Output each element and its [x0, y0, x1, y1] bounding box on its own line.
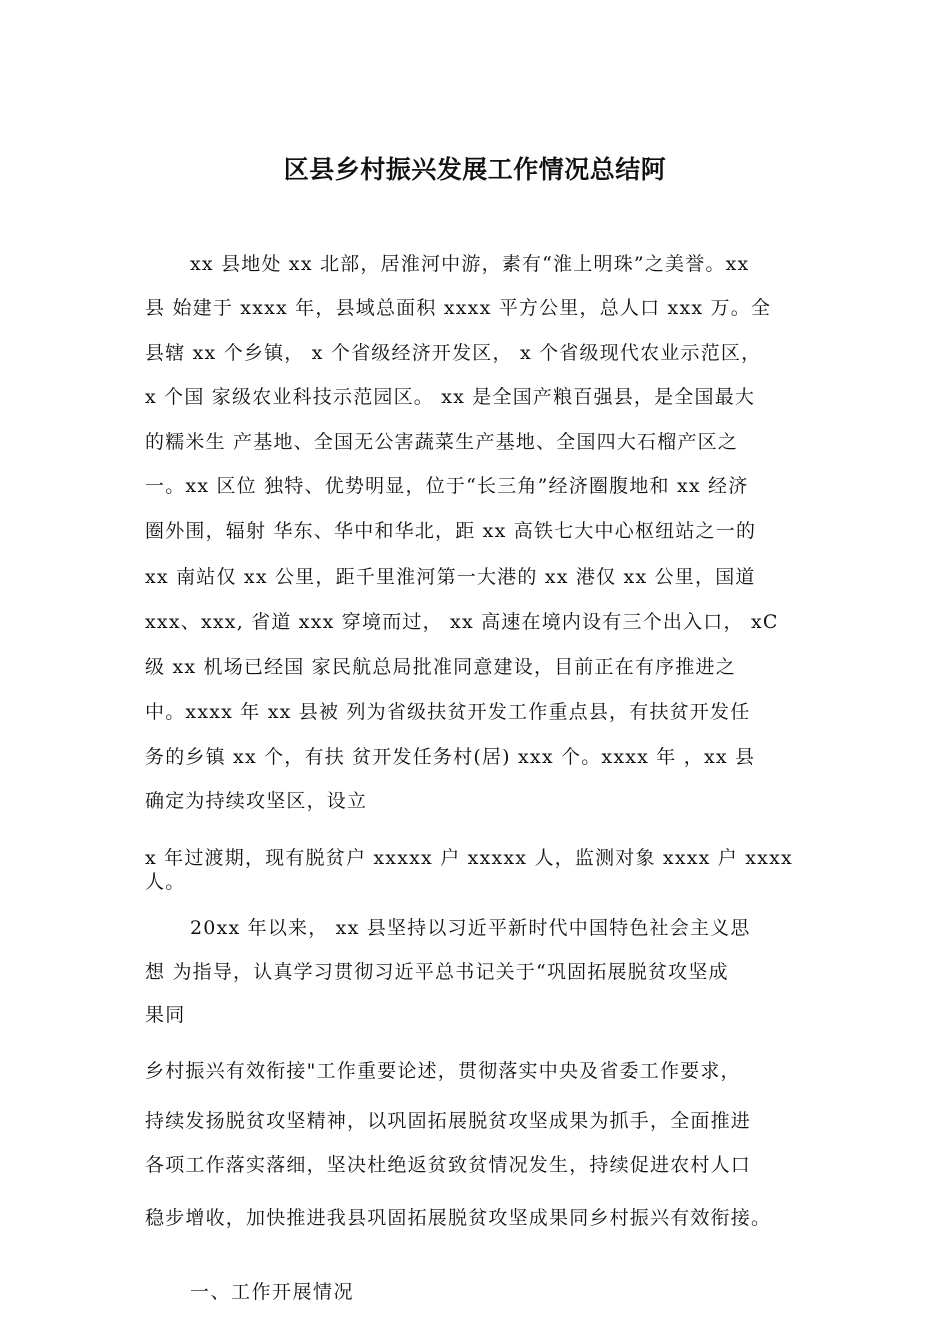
paragraph-line: 果同	[145, 1004, 186, 1026]
paragraph-line: 中。xxxx 年 xx 县被 列为省级扶贫开发工作重点县，有扶贫开发任	[145, 701, 751, 723]
paragraph-line: xxx、xxx, 省道 xxx 穿境而过， xx 高速在境内设有三个出入口， xC	[145, 611, 779, 633]
paragraph-line: 圈外围，辐射 华东、华中和华北，距 xx 高铁七大中心枢纽站之一的	[145, 520, 757, 542]
paragraph-line: 人。	[145, 871, 186, 893]
paragraph-line: 各项工作落实落细，坚决杜绝返贫致贫情况发生，持续促进农村人口	[145, 1154, 752, 1176]
paragraph-line: 务的乡镇 xx 个，有扶 贫开发任务村(居) xxx 个。xxxx 年 ，xx 县	[145, 746, 756, 768]
paragraph-line: 县 始建于 xxxx 年，县域总面积 xxxx 平方公里，总人口 xxx 万。全	[145, 297, 772, 319]
paragraph-line: 20xx 年以来， xx 县坚持以习近平新时代中国特色社会主义思	[190, 917, 751, 939]
paragraph-line: 持续发扬脱贫攻坚精神，以巩固拓展脱贫攻坚成果为抓手，全面推进	[145, 1110, 752, 1132]
paragraph-line: xx 县地处 xx 北部，居淮河中游，素有“淮上明珠”之美誉。xx	[190, 253, 750, 275]
paragraph-line: 一。xx 区位 独特、优势明显，位于“长三角”经济圈腹地和 xx 经济	[145, 475, 749, 497]
paragraph-line: 乡村振兴有效衔接"工作重要论述，贯彻落实中央及省委工作要求，	[145, 1060, 741, 1082]
paragraph-line: xx 南站仅 xx 公里，距千里淮河第一大港的 xx 港仅 xx 公里，国道	[145, 566, 756, 588]
paragraph-line: 级 xx 机场已经国 家民航总局批准同意建设，目前正在有序推进之	[145, 656, 736, 678]
paragraph-line: 想 为指导，认真学习贯彻习近平总书记关于“巩固拓展脱贫攻坚成	[145, 961, 729, 983]
paragraph-line: 县辖 xx 个乡镇， x 个省级经济开发区， x 个省级现代农业示范区，	[145, 342, 762, 364]
paragraph-line: x 年过渡期，现有脱贫户 xxxxx 户 xxxxx 人，监测对象 xxxx 户 xxxx	[145, 847, 793, 869]
document-title: 区县乡村振兴发展工作情况总结阿	[283, 155, 667, 184]
paragraph-line: 的糯米生 产基地、全国无公害蔬菜生产基地、全国四大石榴产区之	[145, 431, 739, 453]
paragraph-line: 确定为持续攻坚区，设立	[145, 790, 368, 812]
paragraph-line: x 个国 家级农业科技示范园区。 xx 是全国产粮百强县，是全国最大	[145, 386, 756, 408]
paragraph-line: 稳步增收，加快推进我县巩固拓展脱贫攻坚成果同乡村振兴有效衔接。	[145, 1207, 772, 1229]
section-heading: 一、工作开展情况	[190, 1281, 355, 1303]
